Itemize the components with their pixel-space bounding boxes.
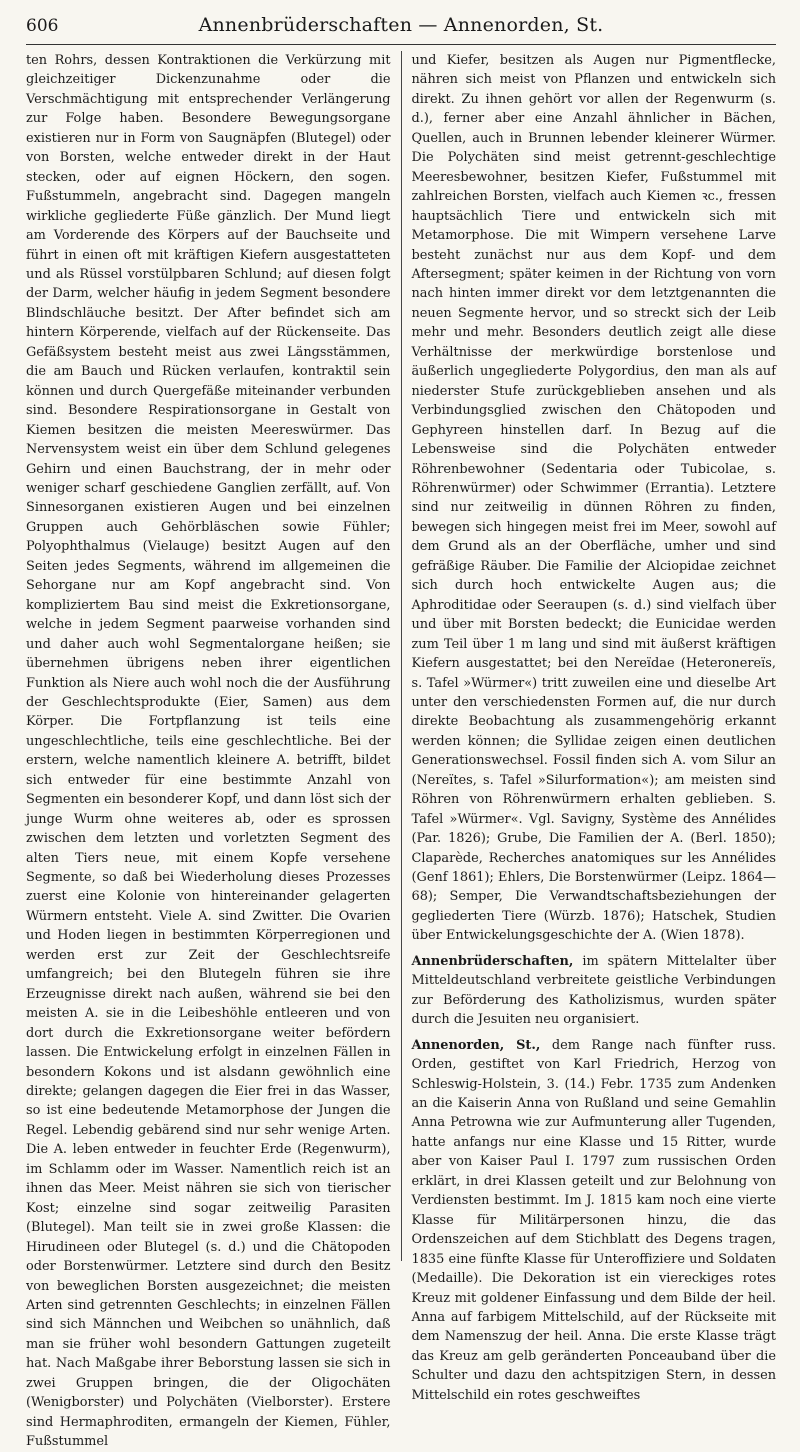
left-column <box>26 51 391 1450</box>
right-column <box>411 51 777 1403</box>
text-columns <box>26 51 776 1450</box>
entry-annenorden <box>412 1036 777 1406</box>
page-header <box>26 14 776 45</box>
left-column-paragraph: ten Rohrs, dessen Kontraktionen die Verkürzung mit gleichzeitiger Dickenzunahme oder die Verschmächtigung mit entsprechender Verlängerung zur Folge haben. Besondere Bewegungsorgane existieren nur in Form von Saugnäpfen (Blutegel) oder von Borsten, welche entweder direkt in der Haut stecken, oder auf eignen Höckern, den sogen. Fußstummeln, angebracht sind. Dagegen mangeln wirkliche gegliederte Füße gänzlich. Der Mund liegt am Vorderende des Körpers auf der Bauchseite und führt in einen oft mit kräftigen Kiefern ausgestatteten und als Rüssel vorstülpbaren Schlund; auf diesen folgt der Darm, welcher häufig in jedem Segment besondere Blindschläuche besitzt. Der After befindet sich am hintern Körperende, vielfach auf der Rückenseite. Das Gefäßsystem besteht meist aus zwei Längsstämmen, die am Bauch und Rücken verlaufen, kontraktil sein können und durch Quergefäße miteinander verbunden sind. Besondere Respirationsorgane in Gestalt von Kiemen besitzen die meisten Meereswürmer. Das Nervensystem weist ein über dem Schlund gelegenes Gehirn und einen Bauchstrang, der in mehr oder weniger scharf geschiedene Ganglien zerfällt, auf. Von Sinnesorganen existieren Augen und bei einzelnen Gruppen auch Gehörbläschen sowie Fühler; Polyophthalmus (Vielauge) besitzt Augen auf den Seiten jedes Segments, während im allgemeinen die Sehorgane nur am Kopf angebracht sind. Von kompliziertem Bau sind meist die Exkretionsorgane, welche in jedem Segment paarweise vorhanden sind und daher auch wohl Segmentalorgane heißen; sie übernehmen übrigens neben ihrer eigentlichen Funktion als Niere auch wohl noch die der Ausführung der Geschlechtsprodukte (Eier, Samen) aus dem Körper. Die Fortpflanzung ist teils eine ungeschlechtliche, teils eine geschlechtliche. Bei der erstern, welche namentlich kleinere A. betrifft, bildet sich entweder für eine bestimmte Anzahl von Segmenten ein besonderer Kopf, und dann löst sich der junge Wurm ohne weiteres ab, oder es sprossen zwischen dem letzten und vorletzten Segment des alten Tiers neue, mit einem Kopfe versehene Segmente, so daß bei Wiederholung dieses Prozesses zuerst eine Kolonie von hintereinander gelagerten Würmern entsteht. Viele A. sind Zwitter. Die Ovarien und Hoden liegen in bestimmten Körperregionen und werden erst zur Zeit der Geschlechtsreife umfangreich; bei den Blutegeln führen sie ihre Erzeugnisse direkt nach außen, während sie bei den meisten A. sie in die Leibeshöhle entleeren und von dort durch die Exkretionsorgane weiter befördern lassen. Die Entwickelung erfolgt in einzelnen Fällen in besondern Kokons und ist alsdann gewöhnlich eine direkte; gelangen dagegen die Eier frei in das Wasser, so ist eine bedeutende Metamorphose der Jungen die Regel. Lebendig gebärend sind nur sehr wenige Arten. Die A. leben entweder in feuchter Erde (Regenwurm), im Schlamm oder im Wasser. Namentlich reich ist an ihnen das Meer. Meist nähren sie sich von tierischer Kost; einzelne sind sogar zeitweilig Parasiten (Blutegel). Man teilt sie in zwei große Klassen: die Hirudineen oder Blutegel (s. d.) und die Chätopoden oder Borstenwürmer. Letztere sind durch den Besitz von beweglichen Borsten ausgezeichnet; die meisten Arten sind getrennten Geschlechts; in einzelnen Fällen sind sich Männchen und Weibchen so unähnlich, daß man sie früher wohl besondern Gattungen zugeteilt hat. Nach Maßgabe ihrer Beborstung lassen sie sich in zwei Gruppen bringen, die der Oligochäten (Wenigborster) und Polychäten (Vielborster). Erstere sind Hermaphroditen, ermangeln der Kiemen, Fühler, Fußstummel <box>26 53 391 1450</box>
column-divider <box>401 51 402 1261</box>
running-title: Annenbrüderschaften — Annenorden, St. <box>198 14 604 36</box>
entry-headword: Annenbrüderschaften, <box>411 953 574 969</box>
page-number: 606 <box>26 16 59 36</box>
entry-annenbruederschaften <box>412 952 777 1030</box>
entry-body: im spätern Mittelalter über Mitteldeutschland verbreitete geistliche Verbindungen zur Beförderung des Katholizismus, wurden später durch die Jesuiten neu organisiert. <box>411 953 776 1028</box>
annelids-continuation-paragraph: und Kiefer, besitzen als Augen nur Pigmentflecke, nähren sich meist von Pflanzen und entwickeln sich direkt. Zu ihnen gehört vor allen der Regenwurm (s. d.), ferner aber eine Anzahl ähnlicher in Bächen, Quellen, auch in Brunnen lebender kleinerer Würmer. Die Polychäten sind meist getrennt-geschlechtige Meeresbewohner, besitzen Kiefer, Fußstummel mit zahlreichen Borsten, vielfach auch Kiemen ꝛc., fressen hauptsächlich Tiere und entwickeln sich mit Metamorphose. Die mit Wimpern versehene Larve besteht zunächst nur aus dem Kopf- und dem Aftersegment; später keimen in der Richtung von vorn nach hinten immer direkt vor dem letztgenannten die neuen Segmente hervor, und so streckt sich der Leib mehr und mehr. Besonders deutlich zeigt alle diese Verhältnisse der merkwürdige borstenlose und äußerlich ungegliederte Polygordius, den man als auf niederster Stufe zurückgeblieben ansehen und als Verbindungsglied zwischen den Chätopoden und Gephyreen hinstellen darf. In Bezug auf die Lebensweise sind die Polychäten entweder Röhrenbewohner (Sedentaria oder Tubicolae, s. Röhrenwürmer) oder Schwimmer (Errantia). Letztere sind nur zeitweilig in dünnen Röhren zu finden, bewegen sich hingegen meist frei im Meer, sowohl auf dem Grund als an der Oberfläche, umher und sind gefräßige Räuber. Die Familie der Alciopidae zeichnet sich durch hoch entwickelte Augen aus; die Aphroditidae oder Seeraupen (s. d.) sind vielfach über und über mit Borsten bedeckt; die Eunicidae werden zum Teil über 1 m lang und sind mit äußerst kräftigen Kiefern ausgestattet; bei den Nereïdae (Heteronereïs, s. Tafel »Würmer«) tritt zuweilen eine und dieselbe Art unter den verschiedensten Formen auf, die nur durch direkte Beobachtung als zusammengehörig erkannt werden können; die Syllidae zeigen einen deutlichen Generationswechsel. Fossil finden sich A. vom Silur an (Nereïtes, s. Tafel »Silurformation«); am meisten sind Röhren von Röhrenwürmern erhalten geblieben. S. Tafel »Würmer«. Vgl. Savigny, Système des Annélides (Par. 1826); Grube, Die Familien der A. (Berl. 1850); Claparède, Recherches anatomiques sur les Annélides (Genf 1861); Ehlers, Die Borstenwürmer (Leipz. 1864—68); Semper, Die Verwandtschaftsbeziehungen der gegliederten Tiere (Würzb. 1876); Hatschek, Studien über Entwickelungsgeschichte der A. (Wien 1878). <box>411 53 776 944</box>
entry-body: dem Range nach fünfter russ. Orden, gestiftet von Karl Friedrich, Herzog von Schleswig-Holstein, 3. (14.) Febr. 1735 zum Andenken an die Kaiserin Anna von Rußland und seine Gemahlin Anna Petrowna wie zur Aufmunterung aller Tugenden, hatte anfangs nur eine Klasse und 15 Ritter, wurde aber von Kaiser Paul I. 1797 zum russischen Orden erklärt, in drei Klassen geteilt und zur Belohnung von Verdiensten bestimmt. Im J. 1815 kam noch eine vierte Klasse für Militärpersonen hinzu, die das Ordenszeichen auf dem Stichblatt des Degens tragen, 1835 eine fünfte Klasse für Unteroffiziere und Soldaten (Medaille). Die Dekoration ist ein viereckiges rotes Kreuz mit goldener Einfassung und dem Bilde der heil. Anna auf farbigem Mittelschild, auf der Rückseite mit dem Namenszug der heil. Anna. Die erste Klasse trägt das Kreuz am gelb geränderten Ponceauband über die Schulter und dazu den achtspitzigen Stern, in dessen Mittelschild ein rotes geschweiftes <box>411 1037 776 1403</box>
entry-headword: Annenorden, St., <box>411 1037 541 1053</box>
